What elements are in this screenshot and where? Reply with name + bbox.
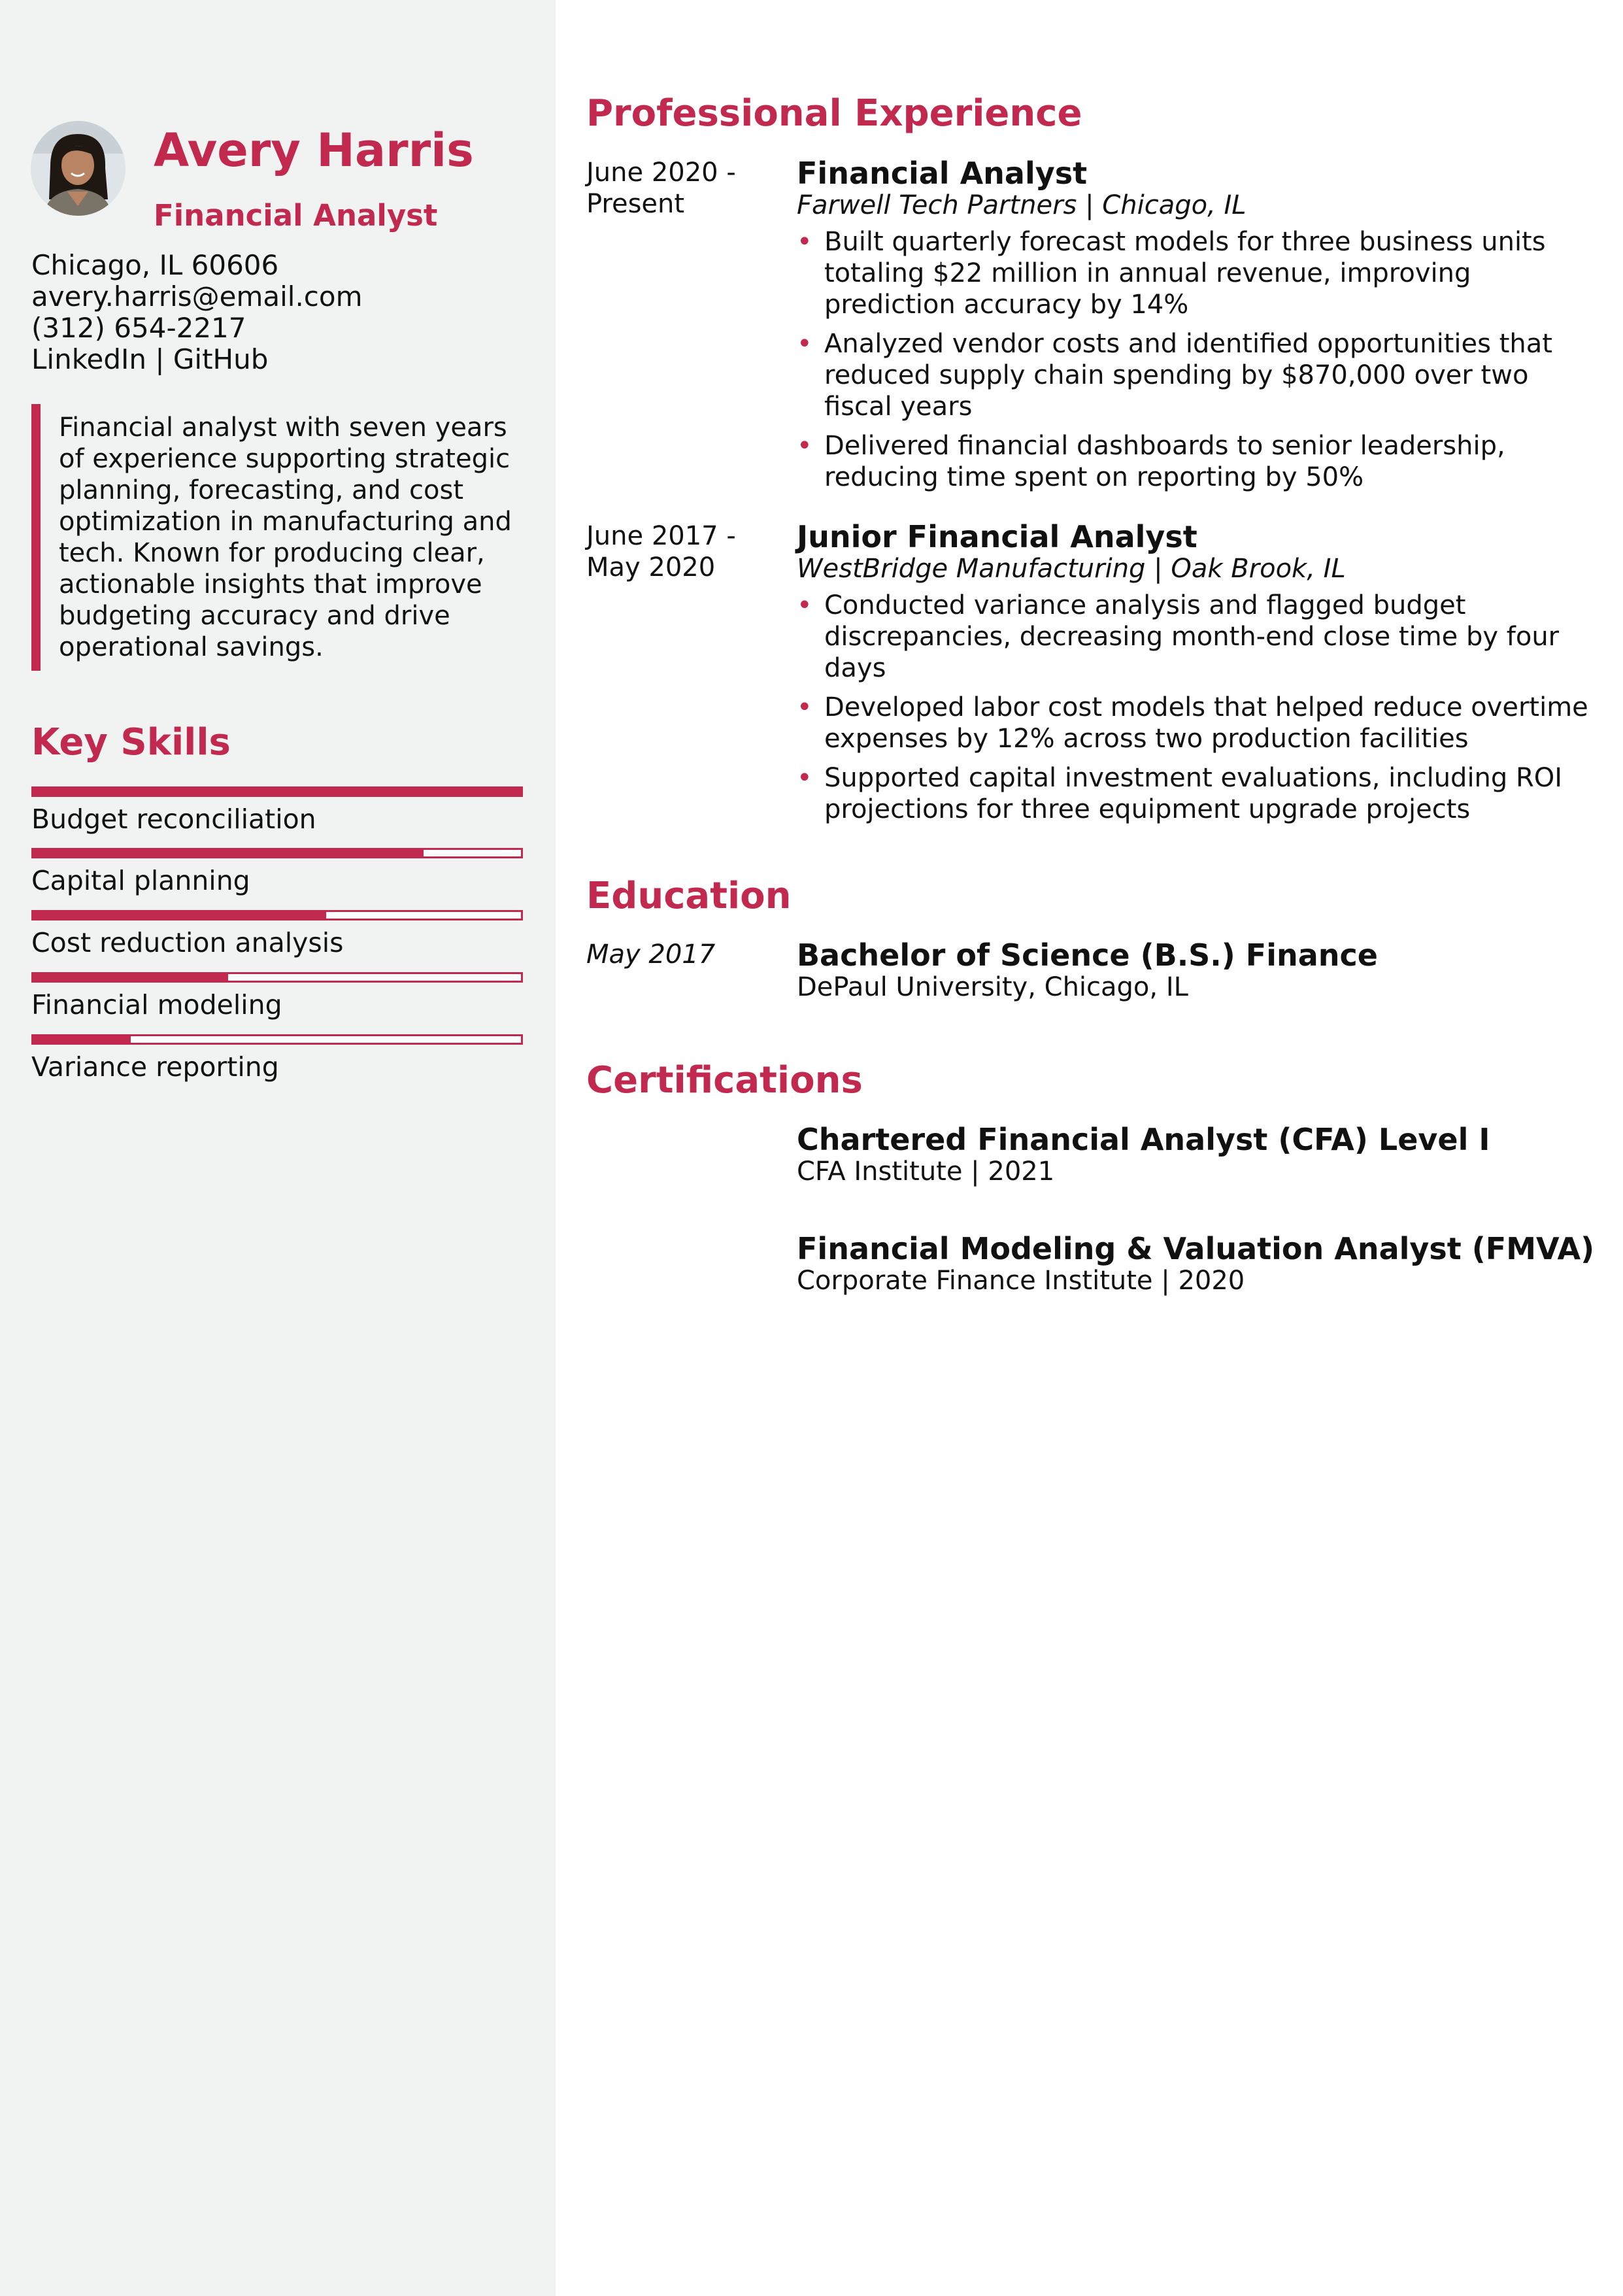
summary-text: Financial analyst with seven years of experience supporting strategic planning, forecasting, and cost optimization in manufacturing and tech. Known for producing clear, actionable insights that improve budgeting accuracy and drive operational savings. bbox=[59, 413, 512, 662]
skill-level-bar bbox=[31, 910, 523, 920]
bullet-text: Developed labor cost models that helped reduce overtime expenses by 12% across two production facilities bbox=[824, 692, 1588, 754]
bullet-dot-icon: • bbox=[797, 763, 812, 793]
bullet-text: Delivered financial dashboards to senior leadership, reducing time spent on reporting by 50% bbox=[824, 431, 1505, 492]
skill-level-fill bbox=[33, 1036, 131, 1043]
bullet-dot-icon: • bbox=[797, 329, 812, 359]
education-entry bbox=[797, 939, 1594, 1003]
bullet-dot-icon: • bbox=[797, 431, 812, 461]
skill-level-bar bbox=[31, 972, 523, 983]
job-date-end: Present bbox=[586, 189, 685, 219]
degree-title: Bachelor of Science (B.S.) Finance bbox=[797, 937, 1379, 973]
certifications-heading: Certifications bbox=[586, 1059, 863, 1102]
skill-label: Budget reconciliation bbox=[31, 803, 316, 835]
skill-item bbox=[31, 972, 523, 1022]
job-company: Farwell Tech Partners | Chicago, IL bbox=[797, 190, 1247, 220]
skill-label: Capital planning bbox=[31, 865, 250, 896]
skill-label: Variance reporting bbox=[31, 1051, 279, 1083]
skill-level-bar bbox=[31, 848, 523, 858]
contact-info bbox=[31, 250, 363, 375]
job-bullets bbox=[797, 226, 1594, 493]
certification-issuer: CFA Institute | 2021 bbox=[797, 1156, 1055, 1187]
bullet-text: Built quarterly forecast models for three business units totaling $22 million in annual revenue, improving prediction accuracy by 14% bbox=[824, 227, 1546, 320]
job-title: Financial Analyst bbox=[797, 156, 1088, 191]
bullet-dot-icon: • bbox=[797, 590, 812, 620]
list-item bbox=[797, 762, 1594, 825]
list-item bbox=[797, 430, 1594, 493]
bullet-dot-icon: • bbox=[797, 227, 812, 257]
job-date bbox=[586, 157, 782, 220]
location: Chicago, IL 60606 bbox=[31, 249, 279, 281]
skill-item bbox=[31, 1034, 523, 1084]
skill-level-fill bbox=[33, 850, 424, 856]
school-name: DePaul University, Chicago, IL bbox=[797, 972, 1188, 1002]
profile-links[interactable]: LinkedIn | GitHub bbox=[31, 343, 269, 375]
job-entry bbox=[797, 520, 1594, 833]
bullet-dot-icon: • bbox=[797, 692, 812, 722]
job-company: WestBridge Manufacturing | Oak Brook, IL bbox=[797, 554, 1346, 584]
list-item bbox=[797, 328, 1594, 422]
sidebar bbox=[0, 0, 556, 2296]
certification-name: Chartered Financial Analyst (CFA) Level I bbox=[797, 1122, 1490, 1157]
skill-item bbox=[31, 786, 523, 836]
job-date-end: May 2020 bbox=[586, 552, 716, 582]
bullet-text: Analyzed vendor costs and identified opportunities that reduced supply chain spending by $870,000 over two fiscal years bbox=[824, 329, 1552, 422]
job-date-start: June 2020 - bbox=[586, 158, 736, 188]
certification-issuer: Corporate Finance Institute | 2020 bbox=[797, 1266, 1245, 1296]
education-heading: Education bbox=[586, 875, 792, 917]
job-date bbox=[586, 520, 782, 583]
skill-level-fill bbox=[33, 788, 521, 795]
person-name: Avery Harris bbox=[154, 124, 474, 177]
list-item bbox=[797, 692, 1594, 754]
education-date: May 2017 bbox=[586, 939, 716, 970]
job-entry bbox=[797, 157, 1594, 501]
profile-summary bbox=[31, 404, 522, 671]
phone-number[interactable]: (312) 654-2217 bbox=[31, 312, 246, 344]
skill-item bbox=[31, 910, 523, 960]
job-title: Junior Financial Analyst bbox=[797, 519, 1197, 554]
skills-heading: Key Skills bbox=[31, 721, 231, 764]
certification-entry bbox=[797, 1123, 1594, 1187]
bullet-text: Supported capital investment evaluations, including ROI projections for three equipment upgrade projects bbox=[824, 763, 1563, 824]
profile-photo bbox=[31, 121, 125, 216]
job-title: Financial Analyst bbox=[154, 198, 438, 233]
certification-entry bbox=[797, 1232, 1594, 1296]
skill-level-fill bbox=[33, 912, 326, 919]
avatar bbox=[31, 121, 125, 216]
list-item bbox=[797, 590, 1594, 684]
skill-label: Financial modeling bbox=[31, 989, 282, 1021]
skill-level-fill bbox=[33, 974, 228, 981]
skill-label: Cost reduction analysis bbox=[31, 927, 344, 958]
job-date-start: June 2017 - bbox=[586, 521, 736, 551]
skill-item bbox=[31, 848, 523, 898]
job-bullets bbox=[797, 590, 1594, 825]
skill-level-bar bbox=[31, 786, 523, 797]
skill-level-bar bbox=[31, 1034, 523, 1045]
list-item bbox=[797, 226, 1594, 320]
certification-name: Financial Modeling & Valuation Analyst (FMVA) bbox=[797, 1231, 1595, 1266]
bullet-text: Conducted variance analysis and flagged budget discrepancies, decreasing month-end close time by four days bbox=[824, 590, 1560, 683]
experience-heading: Professional Experience bbox=[586, 92, 1082, 135]
email-address[interactable]: avery.harris@email.com bbox=[31, 280, 363, 312]
